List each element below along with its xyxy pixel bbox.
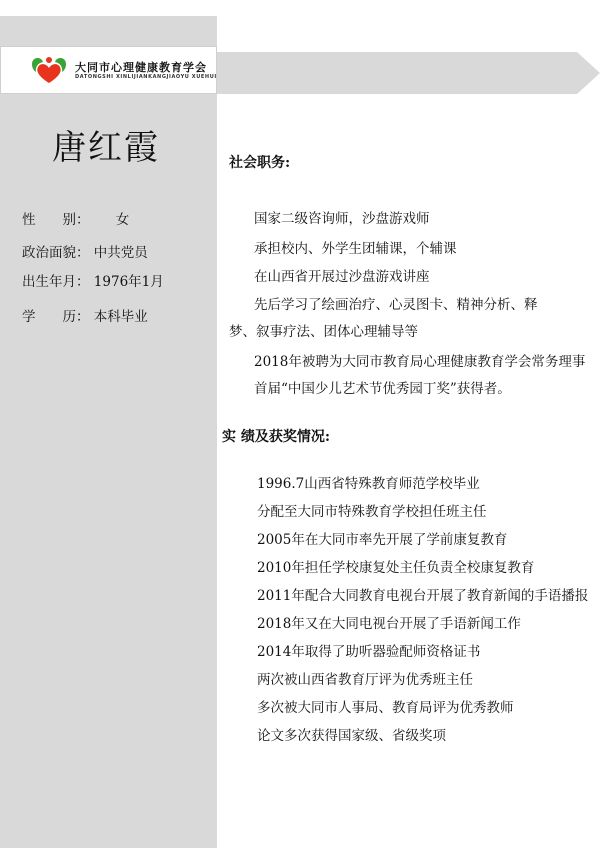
info-gender [22, 208, 129, 228]
duty-line: 先后学习了绘画治疗、心灵图卡、精神分析、释 [254, 297, 538, 313]
info-label: 性 别： [22, 212, 90, 228]
duty-line: 承担校内、外学生团辅课，个辅课 [254, 241, 457, 257]
logo [0, 46, 217, 94]
info-label: 学 历： [22, 309, 90, 325]
award-line: 多次被大同市人事局、教育局评为优秀教师 [257, 700, 514, 716]
award-line: 2014年取得了助听器验配师资格证书 [257, 644, 481, 660]
person-name: 唐红霞 [52, 128, 160, 168]
info-education [22, 305, 148, 325]
award-line: 2011年配合大同教育电视台开展了教育新闻的手语播报 [257, 588, 589, 604]
info-birth [22, 270, 164, 290]
award-line: 2010年担任学校康复处主任负责全校康复教育 [257, 560, 535, 576]
info-value: 女 [115, 212, 130, 228]
duty-line: 梦、叙事疗法、团体心理辅导等 [229, 324, 418, 340]
award-line: 2018年又在大同电视台开展了手语新闻工作 [257, 616, 521, 632]
duty-line: 首届“中国少儿艺术节优秀园丁奖”获得者。 [254, 381, 511, 397]
logo-heart-icon [28, 55, 70, 85]
info-value: 本科毕业 [93, 309, 148, 325]
award-line: 2005年在大同市率先开展了学前康复教育 [257, 532, 508, 548]
info-value: 中共党员 [93, 245, 148, 261]
award-line: 两次被山西省教育厅评为优秀班主任 [257, 672, 473, 688]
info-label: 出生年月： [22, 274, 90, 290]
org-name-cn: 大同市心理健康教育学会 [75, 61, 207, 74]
award-line: 1996.7山西省特殊教育师范学校毕业 [257, 476, 480, 492]
award-line: 论文多次获得国家级、省级奖项 [257, 728, 446, 744]
info-label: 政治面貌： [22, 245, 90, 261]
org-name-pinyin: DATONGSHI XINLIJIANKANGJIAOYU XUEHUI [75, 74, 217, 80]
award-line: 分配至大同市特殊教育学校担任班主任 [257, 504, 487, 520]
info-political [22, 241, 148, 261]
section-title-social-duties: 社会职务: [229, 155, 291, 171]
section-title-achievements: 实 绩及获奖情况: [222, 429, 331, 445]
duty-line: 2018年被聘为大同市教育局心理健康教育学会常务理事 [254, 354, 586, 370]
duty-line: 国家二级咨询师，沙盘游戏师 [254, 211, 430, 227]
info-value: 1976年1月 [93, 274, 164, 290]
duty-line: 在山西省开展过沙盘游戏讲座 [254, 269, 430, 285]
header-banner [217, 52, 600, 94]
